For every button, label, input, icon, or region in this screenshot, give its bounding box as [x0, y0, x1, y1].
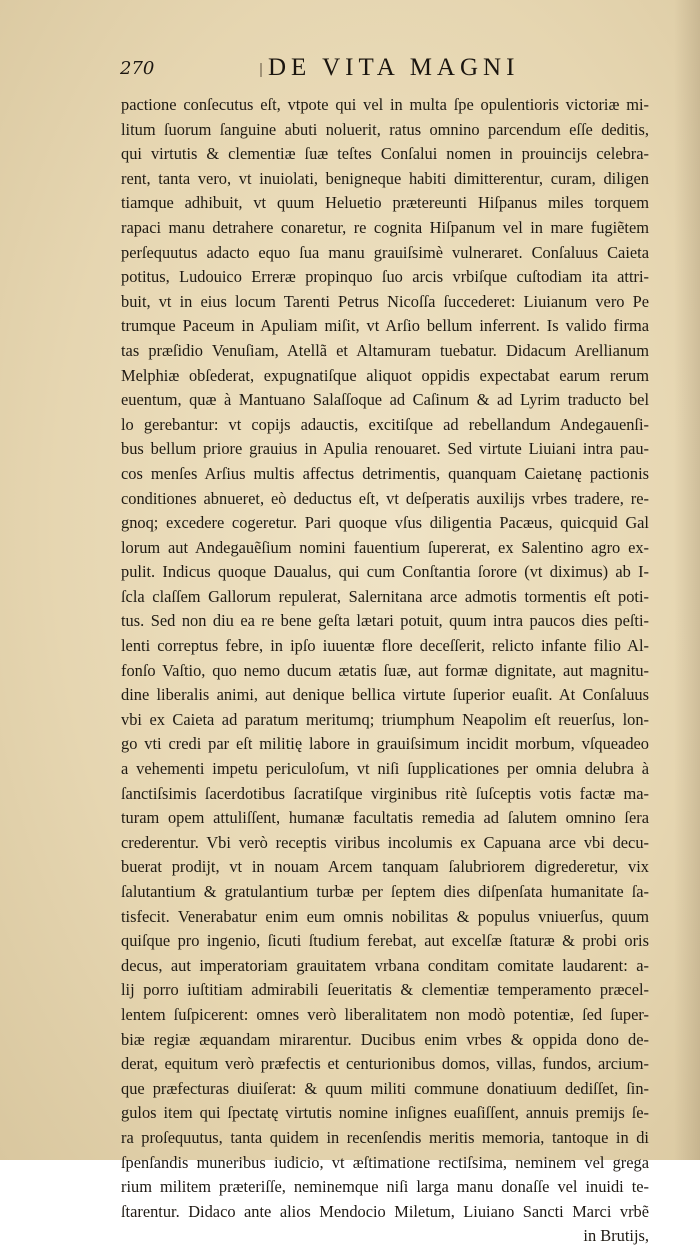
body-text	[121, 93, 649, 1249]
text-line: qui virtutis & clementiæ ſuæ teſtes Conſalui nomen in prouincijs celebra-	[121, 144, 649, 164]
text-line: go vti credi par eſt militię labore in grauiſsimum incidit morbum, vſqueadeo	[121, 734, 649, 754]
text-line: lij porro iuſtitiam admirabili ſeueritatis & clementiæ temperamento præcel-	[121, 980, 649, 1000]
text-line: que præfecturas diuiſerat: & quum militi commune donatiuum dediſſet, ſin-	[121, 1078, 649, 1098]
text-line: litum ſuorum ſanguine abuti noluerit, ratus omnino parcendum eſſe deditis,	[121, 119, 649, 139]
text-line: crederentur. Vbi verò receptis viribus incolumis ex Capuana arce vbi decu-	[121, 832, 649, 852]
text-line: vbi ex Caieta ad paratum meritumq; triumphum Neapolim eſt reuerſus, lon-	[121, 709, 649, 729]
text-line: lo gerebantur: vt copijs adauctis, excitiſque ad rebellandum Andegauenſi-	[121, 414, 649, 434]
text-line: euentum, quæ à Mantuano Salaſſoque ad Caſinum & ad Lyrim traducto bel	[121, 390, 649, 410]
text-line: a vehementi impetu periculoſum, vt niſi ſupplicationes per omnia delubra à	[121, 759, 649, 779]
text-line: ſtarentur. Didaco ante alios Mendocio Miletum, Liuiano Sancti Marci vrbẽ	[121, 1201, 649, 1221]
text-line: buerat prodijt, vt in nouam Arcem tanquam ſalubriorem digrederetur, vix	[121, 857, 649, 877]
text-line: tus. Sed non diu ea re bene geſta lætari potuit, quum intra paucos dies peſti-	[121, 611, 649, 631]
text-line: Melphiæ obſederat, expugnatiſque aliquot oppidis expectabat earum rerum	[121, 365, 649, 385]
text-line: gnoq; excedere cogeretur. Pari quoque vſus diligentia Pacæus, quicquid Gal	[121, 513, 649, 533]
text-line: lenti correptus febre, in ipſo iuuentæ flore deceſſerit, relicto infante filio Al-	[121, 636, 649, 656]
text-line: bus bellum priore grauius in Apulia renouaret. Sed virtute Liuiani intra pau-	[121, 439, 649, 459]
text-line: tisfecit. Venerabatur enim eum omnis nobilitas & populus vniuerſus, quum	[121, 906, 649, 926]
text-line: quiſque pro ingenio, ſicuti ſtudium ferebat, aut excelſæ ſtaturæ & probi oris	[121, 931, 649, 951]
page-gutter-shadow	[674, 0, 700, 1160]
text-line: rapaci manu detrahere conaretur, re cognita Hiſpanum vel in mare fugiẽtem	[121, 217, 649, 237]
text-line: ſalutantium & gratulantium turbæ per ſeptem dies diſpenſata humanitate ſa-	[121, 882, 649, 901]
text-line: pactione conſecutus eſt, vtpote qui vel in multa ſpe opulentioris victoriæ mi-	[121, 95, 649, 114]
text-line: cos menſes Arſius multis affectus detrimentis, quanquam Caietanę pactionis	[121, 463, 649, 483]
text-line: trumque Paceum in Apuliam miſit, vt Arſio bellum inferrent. Is valido firma	[121, 316, 649, 336]
text-line: dine liberalis animi, aut denique bellica virtute ſuperior euaſit. At Conſaluus	[121, 685, 649, 705]
catchword: in Brutijs,	[583, 1226, 649, 1246]
text-line: derat, equitum verò præfectis et centurionibus domos, villas, fundos, arcium-	[121, 1054, 649, 1074]
text-line: ra proſequutus, tanta quidem in recenſendis meritis memoria, tantoque in di	[121, 1127, 649, 1147]
text-line: conditiones abnueret, eò deductus eſt, vt deſperatis auxilijs vrbes tradere, re-	[121, 488, 649, 508]
text-line: gulos item qui ſpectatę virtutis nomine inſignes euaſiſſent, annuis premijs ſe-	[121, 1103, 649, 1123]
text-line: ſcla claſſem Gallorum repulerat, Salernitana arce admotis tormentis eſt poti-	[121, 586, 649, 606]
running-title: DE VITA MAGNI	[268, 54, 520, 81]
text-line: buit, vt in eius locum Tarenti Petrus Nicoſſa ſuccederet: Liuianum vero Pe	[121, 291, 649, 311]
text-line: tiamque adhibuit, vt quum Heluetio prætereunti Hiſpanus miles torquem	[121, 193, 649, 213]
text-line: ſanctiſsimis ſacerdotibus ſacratiſque virginibus ritè ſuſceptis votis factæ ma-	[121, 783, 649, 803]
text-line: ſpenſandis muneribus iudicio, vt æſtimatione rectiſsima, neminem vel grega	[121, 1152, 649, 1172]
text-line: pulit. Indicus quoque Daualus, qui cum Conſtantia ſorore (vt diximus) ab I-	[121, 562, 649, 582]
page-number: 270	[120, 58, 155, 79]
text-line: potitus, Ludouico Erreræ propinquo ſuo arcis vrbiſque cuſtodiam ita attri-	[121, 267, 649, 287]
text-line: perſequutus adacto equo ſua manu grauiſsimè vulneraret. Conſaluus Caieta	[121, 242, 649, 262]
text-line: tas præſidio Venuſiam, Atellã et Altamuram tuebatur. Didacum Arellianum	[121, 340, 649, 360]
text-line: rent, tanta vero, vt inuiolati, benigneque habiti dimitterentur, curam, diligen	[121, 168, 649, 188]
text-line: rium militem præteriſſe, neminemque niſi larga manu donaſſe vel inuidi te-	[121, 1177, 649, 1197]
text-line: turam opem attuliſſent, humanæ facultatis remedia ad ſalutem omnino ſera	[121, 808, 649, 828]
text-line: lorum aut Andegauẽſium nomini fauentium ſupererat, ex Salentino agro ex-	[121, 537, 649, 557]
text-line: lentem ſuſpicerent: omnes verò liberalitatem non modò potentiæ, ſed ſuper-	[121, 1004, 649, 1024]
text-line: biæ regiæ æquandam mirarentur. Ducibus enim vrbes & oppida dono de-	[121, 1029, 649, 1049]
text-line: fonſo Vaſtio, quo nemo ducum ætatis ſuæ, aut formæ dignitate, aut magnitu-	[121, 660, 649, 680]
header-divider	[260, 63, 262, 77]
text-line: decus, aut imperatoriam grauitatem vrbana conditam comitate laudarent: a-	[121, 955, 649, 975]
page-header	[120, 54, 570, 84]
